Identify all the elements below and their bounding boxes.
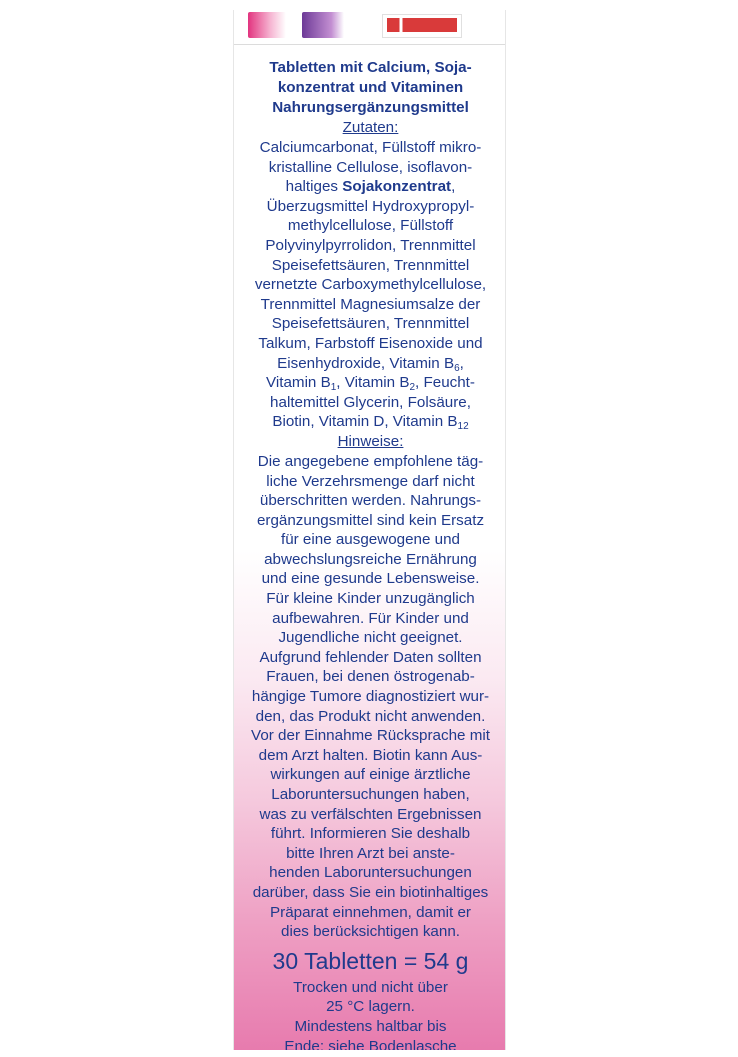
notes-line: dem Arzt halten. Biotin kann Aus- <box>258 746 483 764</box>
notes-heading: Hinweise: <box>337 432 404 450</box>
subscript: 12 <box>457 421 469 433</box>
notes-line: führt. Informieren Sie deshalb <box>270 825 471 843</box>
ingredients-line: methylcellulose, Füllstoff <box>287 217 454 235</box>
notes-line: Vor der Einnahme Rücksprache mit <box>251 727 490 745</box>
notes-line: wirkungen auf einige ärztliche <box>270 766 471 784</box>
notes-line: Jugendliche nicht geeignet. <box>278 629 463 647</box>
ingredients-heading: Zutaten: <box>342 119 399 136</box>
ingredients-line <box>242 177 499 197</box>
product-logo-fragment <box>302 12 344 38</box>
notes-line: bitte Ihren Arzt bei anste- <box>286 844 455 862</box>
ingredients-text: haltiges <box>285 178 343 196</box>
ingredients-text: , Feucht- <box>415 374 475 392</box>
notes-line: abwechslungsreiche Ernährung <box>264 550 477 568</box>
pharmacy-badge-fragment <box>382 14 462 38</box>
ingredients-text: , Vitamin B <box>336 374 410 392</box>
notes-line: darüber, dass Sie ein biotinhaltiges <box>252 883 489 901</box>
ingredients-line: Überzugsmittel Hydroxypropyl- <box>266 197 475 215</box>
ingredients-text: Eisenhydroxide, Vitamin B <box>277 354 455 372</box>
notes-text <box>242 452 499 942</box>
title-line: Tabletten mit Calcium, Soja- <box>269 59 472 76</box>
subscript: 2 <box>409 382 416 394</box>
notes-line: dies berücksichtigen kann. <box>281 923 460 941</box>
ingredients-line: Speisefettsäuren, Trennmittel <box>271 315 470 333</box>
storage-line: Trocken und nicht über <box>293 978 448 996</box>
ingredients-line <box>242 354 499 374</box>
ingredients-line: kristalline Cellulose, isoflavon- <box>268 158 473 176</box>
title-line: Nahrungsergänzungsmittel <box>272 99 469 116</box>
allergen-highlight: Sojakonzentrat <box>342 178 452 196</box>
ingredients-text: , <box>451 178 456 196</box>
ingredients-text: , <box>459 354 464 372</box>
ingredients-line <box>242 412 499 432</box>
notes-line: henden Laboruntersuchungen <box>269 864 472 882</box>
package-top-flap <box>234 10 505 45</box>
notes-line: was zu verfälschten Ergebnissen <box>259 805 482 823</box>
notes-line: liche Verzehrsmenge darf nicht <box>266 472 475 490</box>
package-quantity: 30 Tabletten = 54 g <box>272 947 469 974</box>
ingredients-line: vernetzte Carboxymethylcellulose, <box>254 276 487 294</box>
ingredients-line: Trennmittel Magnesiumsalze der <box>260 295 481 313</box>
title-line: konzentrat und Vitaminen <box>277 79 464 96</box>
ingredients-text: Vitamin B <box>266 374 331 392</box>
ingredients-line: Talkum, Farbstoff Eisenoxide und <box>258 334 483 352</box>
storage-line: Mindestens haltbar bis <box>294 1017 447 1035</box>
notes-line: den, das Produkt nicht anwenden. <box>255 707 486 725</box>
notes-line: Laboruntersuchungen haben, <box>271 786 470 803</box>
brand-logo-fragment <box>248 12 286 38</box>
notes-line: für eine ausgewogene und <box>280 531 461 549</box>
storage-info <box>242 978 499 1050</box>
ingredients-line: Calciumcarbonat, Füllstoff mikro- <box>259 139 482 156</box>
notes-line: Frauen, bei denen östrogenab- <box>266 668 475 686</box>
subscript: 1 <box>330 382 337 394</box>
notes-line: aufbewahren. Für Kinder und <box>272 609 469 627</box>
notes-line: Präparat einnehmen, damit er <box>270 903 471 921</box>
notes-line: überschritten werden. Nahrungs- <box>259 492 482 510</box>
notes-line: ergänzungsmittel sind kein Ersatz <box>256 511 485 529</box>
label-text <box>242 58 499 1050</box>
ingredients-list <box>242 138 499 432</box>
notes-line: Für kleine Kinder unzugänglich <box>266 590 475 608</box>
notes-line: und eine gesunde Lebensweise. <box>261 570 480 588</box>
notes-line: Aufgrund fehlender Daten sollten <box>259 648 482 666</box>
ingredients-line: Polyvinylpyrrolidon, Trennmittel <box>265 236 476 254</box>
notes-line: hängige Tumore diagnostiziert wur- <box>251 688 490 706</box>
subscript: 6 <box>454 362 460 374</box>
ingredients-line <box>242 373 499 393</box>
ingredients-line: Speisefettsäuren, Trennmittel <box>271 256 470 274</box>
ingredients-line: haltemittel Glycerin, Folsäure, <box>270 393 471 411</box>
notes-line: Die angegebene empfohlene täg- <box>257 452 484 470</box>
ingredients-text: Biotin, Vitamin D, Vitamin B <box>272 413 458 431</box>
storage-line: 25 °C lagern. <box>326 998 415 1016</box>
package-side-panel <box>233 10 506 1050</box>
storage-line: Ende: siehe Bodenlasche <box>284 1037 457 1050</box>
product-title <box>242 58 499 118</box>
